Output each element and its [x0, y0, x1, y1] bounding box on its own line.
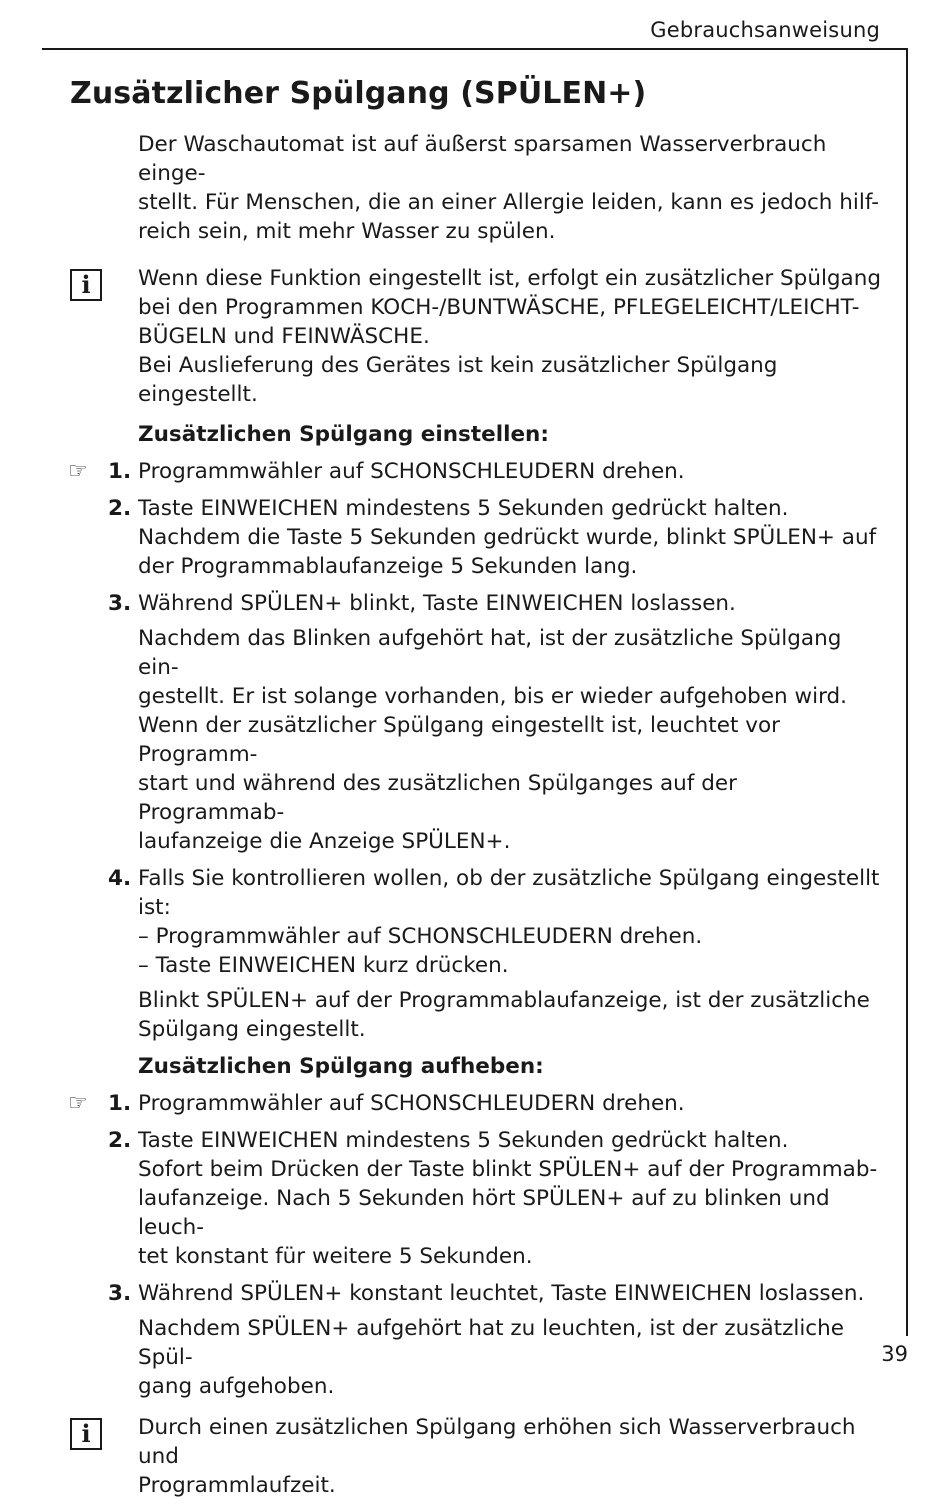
- instruction-step: [68, 1089, 888, 1118]
- step-detail-line: Blinkt SPÜLEN+ auf der Programmablaufanzeige, ist der zusätzliche: [138, 988, 870, 1013]
- instruction-step: [108, 1279, 888, 1401]
- info-note-1: [81, 264, 888, 409]
- intro-line: reich sein, mit mehr Wasser zu spülen.: [138, 219, 556, 244]
- instruction-step: [68, 457, 888, 486]
- step-number: 3.: [108, 1281, 132, 1306]
- info-line: Durch einen zusätzlichen Spülgang erhöhen sich Wasserverbrauch und: [138, 1415, 856, 1469]
- info-line: Bei Auslieferung des Gerätes ist kein zusätzlicher Spülgang eingestellt.: [138, 353, 778, 407]
- step-number: 4.: [108, 866, 132, 891]
- running-header: Gebrauchsanweisung: [650, 18, 880, 42]
- step-number: 1.: [108, 1091, 132, 1116]
- info-icon: i: [70, 1418, 102, 1450]
- step-line: Während SPÜLEN+ konstant leuchtet, Taste EINWEICHEN loslassen.: [138, 1281, 865, 1306]
- step-line: Programmwähler auf SCHONSCHLEUDERN drehen.: [138, 459, 685, 484]
- page-number: 39: [881, 1342, 908, 1366]
- step-line: Nachdem die Taste 5 Sekunden gedrückt wurde, blinkt SPÜLEN+ auf: [138, 525, 877, 550]
- step-detail-line: laufanzeige die Anzeige SPÜLEN+.: [138, 829, 511, 854]
- intro-line: Der Waschautomat ist auf äußerst sparsamen Wasserverbrauch einge-: [138, 132, 827, 186]
- page-title: Zusätzlicher Spülgang (SPÜLEN+): [70, 76, 647, 111]
- set-steps-list: [68, 457, 888, 1044]
- step-line: laufanzeige. Nach 5 Sekunden hört SPÜLEN+ auf zu blinken und leuch-: [138, 1186, 830, 1240]
- step-line: – Taste EINWEICHEN kurz drücken.: [138, 953, 509, 978]
- section-heading-cancel: Zusätzlichen Spülgang aufheben:: [138, 1054, 544, 1079]
- step-line: Programmwähler auf SCHONSCHLEUDERN drehen.: [138, 1091, 685, 1116]
- header-rule: [42, 48, 908, 50]
- margin-rule: [906, 48, 908, 1336]
- main-content: [68, 130, 888, 1511]
- info-icon: i: [70, 269, 102, 301]
- instruction-step: [108, 589, 888, 856]
- step-detail-line: gang aufgehoben.: [138, 1374, 335, 1399]
- step-detail-line: Wenn der zusätzlicher Spülgang eingestellt ist, leuchtet vor Programm-: [138, 713, 780, 767]
- instruction-step: [108, 494, 888, 581]
- instruction-step: [108, 1126, 888, 1271]
- step-detail-line: start und während des zusätzlichen Spülganges auf der Programmab-: [138, 771, 737, 825]
- step-line: Falls Sie kontrollieren wollen, ob der zusätzliche Spülgang eingestellt: [138, 866, 880, 891]
- intro-paragraph: [138, 130, 888, 246]
- info-note-2: [81, 1413, 888, 1500]
- step-number: 2.: [108, 496, 132, 521]
- step-detail-line: Nachdem das Blinken aufgehört hat, ist der zusätzliche Spülgang ein-: [138, 626, 842, 680]
- step-line: Sofort beim Drücken der Taste blinkt SPÜLEN+ auf der Programmab-: [138, 1157, 878, 1182]
- instruction-step: [108, 864, 888, 1044]
- step-line: Taste EINWEICHEN mindestens 5 Sekunden gedrückt halten.: [138, 496, 789, 521]
- section-heading-set: Zusätzlichen Spülgang einstellen:: [138, 422, 549, 447]
- cancel-steps-list: [68, 1089, 888, 1401]
- step-detail-line: gestellt. Er ist solange vorhanden, bis er wieder aufgehoben wird.: [138, 684, 848, 709]
- step-line: tet konstant für weitere 5 Sekunden.: [138, 1244, 533, 1269]
- step-line: Taste EINWEICHEN mindestens 5 Sekunden gedrückt halten.: [138, 1128, 789, 1153]
- step-number: 3.: [108, 591, 132, 616]
- step-detail-line: Spülgang eingestellt.: [138, 1017, 366, 1042]
- step-line: ist:: [138, 895, 171, 920]
- step-line: der Programmablaufanzeige 5 Sekunden lang.: [138, 554, 638, 579]
- step-line: Während SPÜLEN+ blinkt, Taste EINWEICHEN loslassen.: [138, 591, 736, 616]
- info-line: BÜGELN und FEINWÄSCHE.: [138, 324, 430, 349]
- info-line: bei den Programmen KOCH-/BUNTWÄSCHE, PFLEGELEICHT/LEICHT-: [138, 295, 860, 320]
- info-line: Programmlaufzeit.: [138, 1473, 336, 1498]
- step-detail-line: Nachdem SPÜLEN+ aufgehört hat zu leuchten, ist der zusätzliche Spül-: [138, 1316, 844, 1370]
- pointing-hand-icon: ☞: [68, 459, 88, 484]
- pointing-hand-icon: ☞: [68, 1091, 88, 1116]
- step-number: 2.: [108, 1128, 132, 1153]
- step-number: 1.: [108, 459, 132, 484]
- intro-line: stellt. Für Menschen, die an einer Allergie leiden, kann es jedoch hilf-: [138, 190, 879, 215]
- info-line: Wenn diese Funktion eingestellt ist, erfolgt ein zusätzlicher Spülgang: [138, 266, 882, 291]
- step-line: – Programmwähler auf SCHONSCHLEUDERN drehen.: [138, 924, 703, 949]
